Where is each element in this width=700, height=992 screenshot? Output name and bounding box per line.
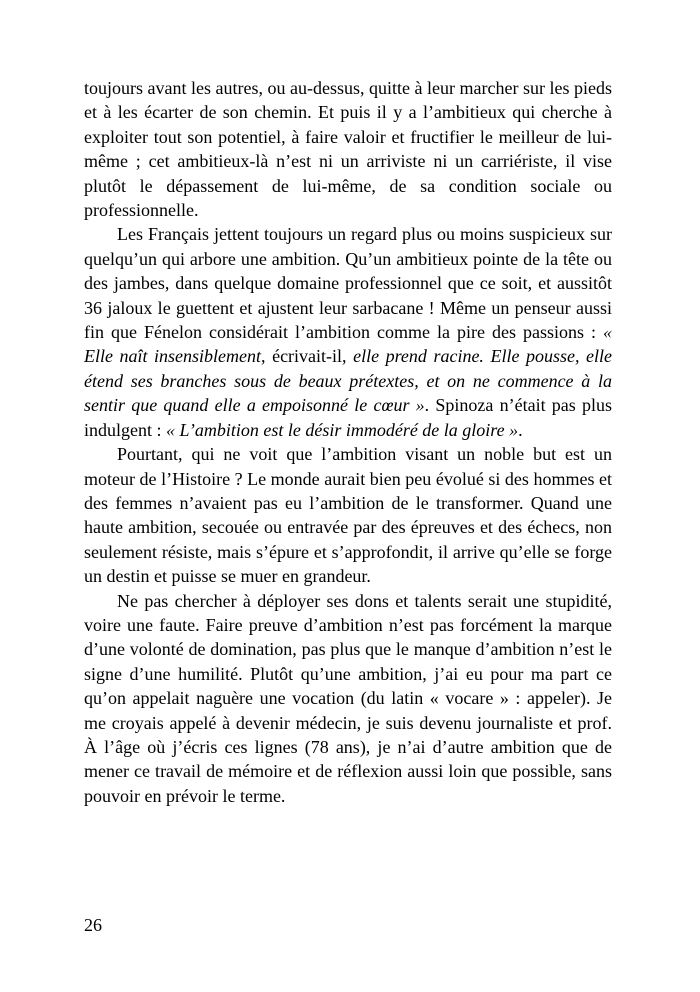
paragraph-2 — [84, 222, 612, 442]
paragraph-3-text: Pourtant, qui ne voit que l’ambition visant un noble but est un moteur de l’Histoire ? Le monde aurait bien peu évolué si des hommes et des femmes n’avaient pas eu l’ambition de le transformer. Quand une haute ambition, secouée ou entravée par des épreuves et des échecs, non seulement résiste, mais s’épure et s’approfondit, il arrive qu’elle se forge un destin et puisse se muer en grandeur. — [84, 444, 612, 587]
paragraph-2-quote-1: « Elle naît insensiblement — [84, 322, 612, 367]
paragraph-2-text-1: Les Français jettent toujours un regard plus ou moins suspicieux sur quelqu’un qui arbore une ambition. Qu’un ambitieux pointe de la tête ou des jambes, dans quelque domaine professionnel que ce soit, et aussitôt 36 jaloux le guettent et ajustent leur sarbacane ! Même un penseur aussi fin que Fénelon considérait l’ambition comme la pire des passions : — [84, 224, 612, 343]
paragraph-2-quote-2: elle prend racine. Elle pousse, elle étend ses branches sous de beaux prétextes, et on ne commence à la sentir que quand elle a empoisonné le cœur » — [84, 346, 612, 416]
paragraph-2-text-3: . Spinoza n’était pas plus indulgent : — [84, 395, 612, 440]
page-number: 26 — [84, 915, 102, 935]
body-text — [84, 76, 612, 808]
paragraph-4 — [84, 589, 612, 809]
paragraph-2-text-4: . — [518, 419, 523, 440]
paragraph-3 — [84, 442, 612, 588]
paragraph-1 — [84, 76, 612, 222]
paragraph-4-text: Ne pas chercher à déployer ses dons et talents serait une stupidité, voire une faute. Faire preuve d’ambition n’est pas forcément la marque d’une volonté de domination, pas plus que le manque d’ambition n’est le signe d’une humilité. Plutôt qu’une ambition, j’ai eu pour ma part ce qu’on appelait naguère une vocation (du latin « vocare » : appeler). Je me croyais appelé à devenir médecin, je suis devenu journaliste et prof. À l’âge où j’écris ces lignes (78 ans), je n’ai d’autre ambition que de mener ce travail de mémoire et de réflexion aussi loin que possible, sans pouvoir en prévoir le terme. — [84, 590, 612, 806]
paragraph-1-text: toujours avant les autres, ou au-dessus, quitte à leur marcher sur les pieds et à les écarter de son chemin. Et puis il y a l’ambitieux qui cherche à exploiter tout son potentiel, à faire valoir et fructifier le meilleur de lui-même ; cet ambitieux-là n’est ni un arriviste ni un carriériste, il vise plutôt le dépassement de lui-même, de sa condition sociale ou professionnelle. — [84, 78, 612, 221]
paragraph-2-quote-3: « L’ambition est le désir immodéré de la gloire » — [166, 419, 519, 440]
paragraph-2-text-2: , écrivait-il, — [261, 346, 354, 367]
